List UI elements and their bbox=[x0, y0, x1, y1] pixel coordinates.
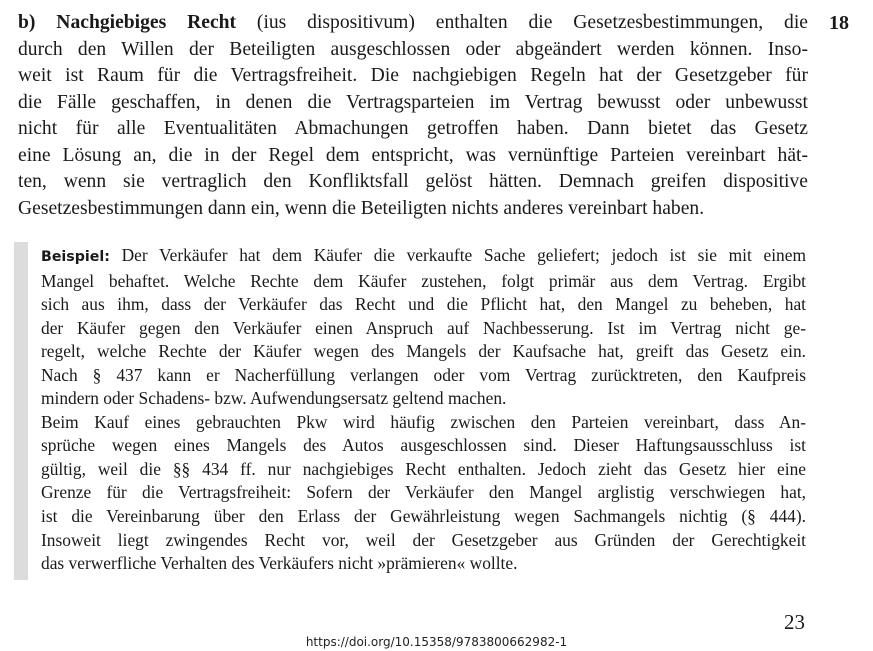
section-line: eine Lösung an, die in der Regel dem entspricht, was vernünftige Parteien vereinbart hät- bbox=[18, 144, 808, 166]
doi-link[interactable]: https://doi.org/10.15358/9783800662982-1 bbox=[305, 635, 568, 649]
example-first-line-text: Der Verkäufer hat dem Käufer die verkaufte Sache geliefert; jedoch ist sie mit einem bbox=[121, 245, 806, 265]
section-nachgiebiges-recht bbox=[18, 10, 808, 222]
example-line: das verwerfliche Verhalten des Verkäufers nicht »prämieren« wollte. bbox=[41, 553, 518, 574]
example-line: Mangel behaftet. Welche Rechte dem Käufer zustehen, folgt primär aus dem Vertrag. Ergibt bbox=[41, 270, 806, 291]
example-sidebar-bar bbox=[14, 242, 28, 580]
example-line: gültig, weil die §§ 434 ff. nur nachgiebiges Recht enthalten. Jedoch zieht das Gesetz hier eine bbox=[41, 458, 806, 479]
section-line: nicht für alle Eventualitäten Abmachungen getroffen haben. Dann bietet das Gesetz bbox=[18, 118, 808, 139]
section-line: ten, wenn sie vertraglich den Konfliktsfall gelöst hätten. Demnach greifen dispositive bbox=[18, 171, 808, 192]
example-line: sich aus ihm, dass der Verkäufer das Recht und die Pflicht hat, den Mangel zu beheben, hat bbox=[41, 294, 806, 315]
example-label: Beispiel: bbox=[41, 249, 110, 265]
example-first-line bbox=[41, 244, 806, 270]
section-line: Gesetzesbestimmungen dann ein, wenn die Beteiligten nichts anderes vereinbart haben. bbox=[18, 197, 705, 219]
example-line: mindern oder Schadens- bzw. Aufwendungsersatz geltend machen. bbox=[41, 388, 507, 409]
example-line: sprüche wegen eines Mangels des Autos ausgeschlossen sind. Dieser Haftungsausschluss ist bbox=[41, 435, 806, 456]
section-line: die Fälle geschaffen, in denen die Vertragsparteien im Vertrag bewusst oder unbewusst bbox=[18, 91, 808, 113]
example-line: Grenze für die Vertragsfreiheit: Sofern der Verkäufer den Mangel arglistig verschwiegen hat, bbox=[41, 482, 806, 503]
section-line: durch den Willen der Beteiligten ausgeschlossen oder abgeändert werden können. Inso- bbox=[18, 38, 808, 60]
example-line: Beim Kauf eines gebrauchten Pkw wird häufig zwischen den Parteien vereinbart, dass An- bbox=[41, 411, 806, 432]
section-marker: b) bbox=[18, 12, 36, 33]
example-box bbox=[14, 242, 810, 580]
example-line: ist die Vereinbarung über den Erlass der Gewährleistung wegen Sachmangels nichtig (§ 444). bbox=[41, 506, 806, 527]
section-term: Nachgiebiges Recht bbox=[56, 12, 237, 33]
section-line: weit ist Raum für die Vertragsfreiheit. Die nachgiebigen Regeln hat der Gesetzgeber für bbox=[18, 65, 808, 86]
example-line: regelt, welche Rechte der Käufer wegen des Mangels der Kaufsache hat, greift das Gesetz ein. bbox=[41, 341, 806, 362]
example-line: Insoweit liegt zwingendes Recht vor, weil der Gesetzgeber aus Gründen der Gerechtigkeit bbox=[41, 529, 806, 550]
section-first-line bbox=[18, 10, 808, 37]
example-line: Nach § 437 kann er Nacherfüllung verlangen oder vom Vertrag zurücktreten, den Kaufpreis bbox=[41, 364, 806, 385]
margin-number: 18 bbox=[829, 12, 849, 34]
example-line: der Käufer gegen den Verkäufer einen Anspruch auf Nachbesserung. Ist im Vertrag nicht ge- bbox=[41, 317, 806, 338]
example-body bbox=[41, 244, 806, 576]
section-first-line-text: (ius dispositivum) enthalten die Gesetzesbestimmungen, die bbox=[256, 12, 808, 33]
page-number: 23 bbox=[784, 610, 805, 634]
